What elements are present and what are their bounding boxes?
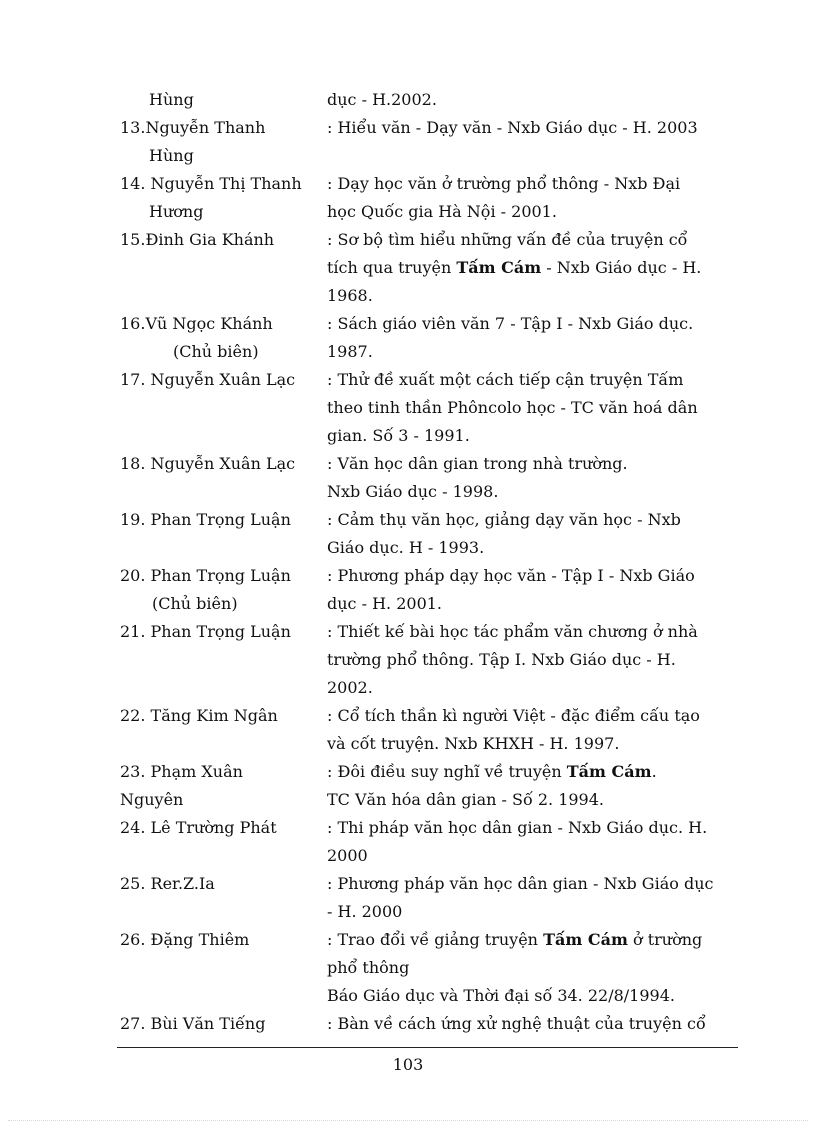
book-title: Tấm Cám xyxy=(456,258,542,277)
description-line: : Cảm thụ văn học, giảng dạy văn học - Nxb xyxy=(327,510,681,529)
description-line: 2002. xyxy=(327,678,373,697)
author-line: 24. Lê Trường Phát xyxy=(120,818,277,837)
description-line: trường phổ thông. Tập I. Nxb Giáo dục - H. xyxy=(327,650,676,669)
reference-list xyxy=(0,86,816,1038)
entry-author xyxy=(120,618,320,646)
entry-description xyxy=(327,702,727,758)
entry-description xyxy=(327,310,727,366)
entry-description xyxy=(327,114,727,170)
description-line: dục - H. 2001. xyxy=(327,594,443,613)
description-line: : Hiểu văn - Dạy văn - Nxb Giáo dục - H. 2003 xyxy=(327,118,698,137)
author-line: Hùng xyxy=(149,146,194,165)
entry-author xyxy=(120,450,320,478)
footer-divider xyxy=(117,1047,738,1048)
description-line: : Phương pháp dạy học văn - Tập I - Nxb Giáo xyxy=(327,566,695,585)
author-line: Hùng xyxy=(149,90,194,109)
entry-author xyxy=(120,926,320,954)
reference-entry xyxy=(0,926,816,1010)
reference-entry xyxy=(0,310,816,366)
entry-author xyxy=(120,86,320,114)
entry-description xyxy=(327,758,727,814)
entry-author xyxy=(120,114,320,170)
description-line: gian. Số 3 - 1991. xyxy=(327,426,470,445)
description-line: 1987. xyxy=(327,342,373,361)
entry-author xyxy=(120,506,320,534)
author-line: 16.Vũ Ngọc Khánh xyxy=(120,314,273,333)
author-line: 21. Phan Trọng Luận xyxy=(120,622,291,641)
entry-description xyxy=(327,1010,727,1038)
entry-description xyxy=(327,170,727,226)
author-line: 26. Đặng Thiêm xyxy=(120,930,250,949)
entry-author xyxy=(120,758,320,814)
description-line: : Phương pháp văn học dân gian - Nxb Giáo dục xyxy=(327,874,714,893)
author-line: 25. Rer.Z.Ia xyxy=(120,874,215,893)
description-line: 2000 xyxy=(327,846,368,865)
reference-entry xyxy=(0,814,816,870)
page-edge-dots xyxy=(8,1120,808,1121)
author-line: 19. Phan Trọng Luận xyxy=(120,510,291,529)
entry-description xyxy=(327,814,727,870)
description-line: : Văn học dân gian trong nhà trường. xyxy=(327,454,628,473)
description-line: : Cổ tích thần kì người Việt - đặc điểm cấu tạo xyxy=(327,706,700,725)
entry-description xyxy=(327,506,727,562)
description-line: theo tinh thần Phôncolo học - TC văn hoá dân xyxy=(327,398,698,417)
description-line: 1968. xyxy=(327,286,373,305)
description-line: tích qua truyện Tấm Cám - Nxb Giáo dục - H. xyxy=(327,258,702,277)
author-line: (Chủ biên) xyxy=(152,594,238,613)
reference-entry xyxy=(0,226,816,310)
author-line: Hương xyxy=(149,202,204,221)
author-line: 23. Phạm Xuân xyxy=(120,762,243,781)
entry-author xyxy=(120,170,320,226)
author-line: 20. Phan Trọng Luận xyxy=(120,566,291,585)
reference-entry xyxy=(0,86,816,114)
entry-author xyxy=(120,1010,320,1038)
description-line: và cốt truyện. Nxb KHXH - H. 1997. xyxy=(327,734,620,753)
description-line: dục - H.2002. xyxy=(327,90,437,109)
description-line: Giáo dục. H - 1993. xyxy=(327,538,485,557)
entry-description xyxy=(327,450,727,506)
book-title: Tấm Cám xyxy=(566,762,652,781)
author-line: (Chủ biên) xyxy=(173,342,259,361)
reference-entry xyxy=(0,114,816,170)
reference-entry xyxy=(0,618,816,702)
entry-author xyxy=(120,562,320,618)
reference-entry xyxy=(0,562,816,618)
reference-entry xyxy=(0,170,816,226)
description-line: : Dạy học văn ở trường phổ thông - Nxb Đại xyxy=(327,174,681,193)
description-line: : Thiết kế bài học tác phẩm văn chương ở nhà xyxy=(327,622,698,641)
description-line: : Trao đổi về giảng truyện Tấm Cám ở trường xyxy=(327,930,703,949)
reference-entry xyxy=(0,1010,816,1038)
author-line: 15.Đinh Gia Khánh xyxy=(120,230,275,249)
reference-entry xyxy=(0,870,816,926)
entry-description xyxy=(327,366,727,450)
reference-entry xyxy=(0,366,816,450)
description-line: : Đôi điều suy nghĩ về truyện Tấm Cám. xyxy=(327,762,657,781)
reference-entry xyxy=(0,758,816,814)
description-line: Nxb Giáo dục - 1998. xyxy=(327,482,499,501)
entry-author xyxy=(120,226,320,254)
author-line: 27. Bùi Văn Tiếng xyxy=(120,1014,266,1033)
entry-description xyxy=(327,226,727,310)
book-title: Tấm Cám xyxy=(543,930,628,949)
author-line: 13.Nguyễn Thanh xyxy=(120,118,266,137)
entry-author xyxy=(120,870,320,898)
entry-description xyxy=(327,926,727,1010)
description-line: - H. 2000 xyxy=(327,902,403,921)
description-line: TC Văn hóa dân gian - Số 2. 1994. xyxy=(327,790,604,809)
description-spacer xyxy=(327,142,727,170)
entry-description xyxy=(327,86,727,114)
entry-author xyxy=(120,366,320,394)
description-line: học Quốc gia Hà Nội - 2001. xyxy=(327,202,557,221)
author-line: 22. Tăng Kim Ngân xyxy=(120,706,278,725)
description-line: phổ thông xyxy=(327,958,410,977)
entry-author xyxy=(120,310,320,366)
entry-description xyxy=(327,562,727,618)
description-line: : Thử đề xuất một cách tiếp cận truyện Tấm xyxy=(327,370,684,389)
author-line: 18. Nguyễn Xuân Lạc xyxy=(120,454,296,473)
description-line: : Sơ bộ tìm hiểu những vấn đề của truyện cổ xyxy=(327,230,688,249)
entry-author xyxy=(120,702,320,730)
description-line: : Bàn về cách ứng xử nghệ thuật của truyện cổ xyxy=(327,1014,706,1033)
author-line: 17. Nguyễn Xuân Lạc xyxy=(120,370,296,389)
reference-entry xyxy=(0,702,816,758)
entry-author xyxy=(120,814,320,842)
description-line: Báo Giáo dục và Thời đại số 34. 22/8/1994. xyxy=(327,986,675,1005)
page-number: 103 xyxy=(392,1055,424,1074)
entry-description xyxy=(327,618,727,702)
reference-entry xyxy=(0,506,816,562)
description-line: : Sách giáo viên văn 7 - Tập I - Nxb Giáo dục. xyxy=(327,314,694,333)
author-line: Nguyên xyxy=(120,790,184,809)
entry-description xyxy=(327,870,727,926)
author-line: 14. Nguyễn Thị Thanh xyxy=(120,174,302,193)
reference-entry xyxy=(0,450,816,506)
description-line: : Thi pháp văn học dân gian - Nxb Giáo dục. H. xyxy=(327,818,708,837)
